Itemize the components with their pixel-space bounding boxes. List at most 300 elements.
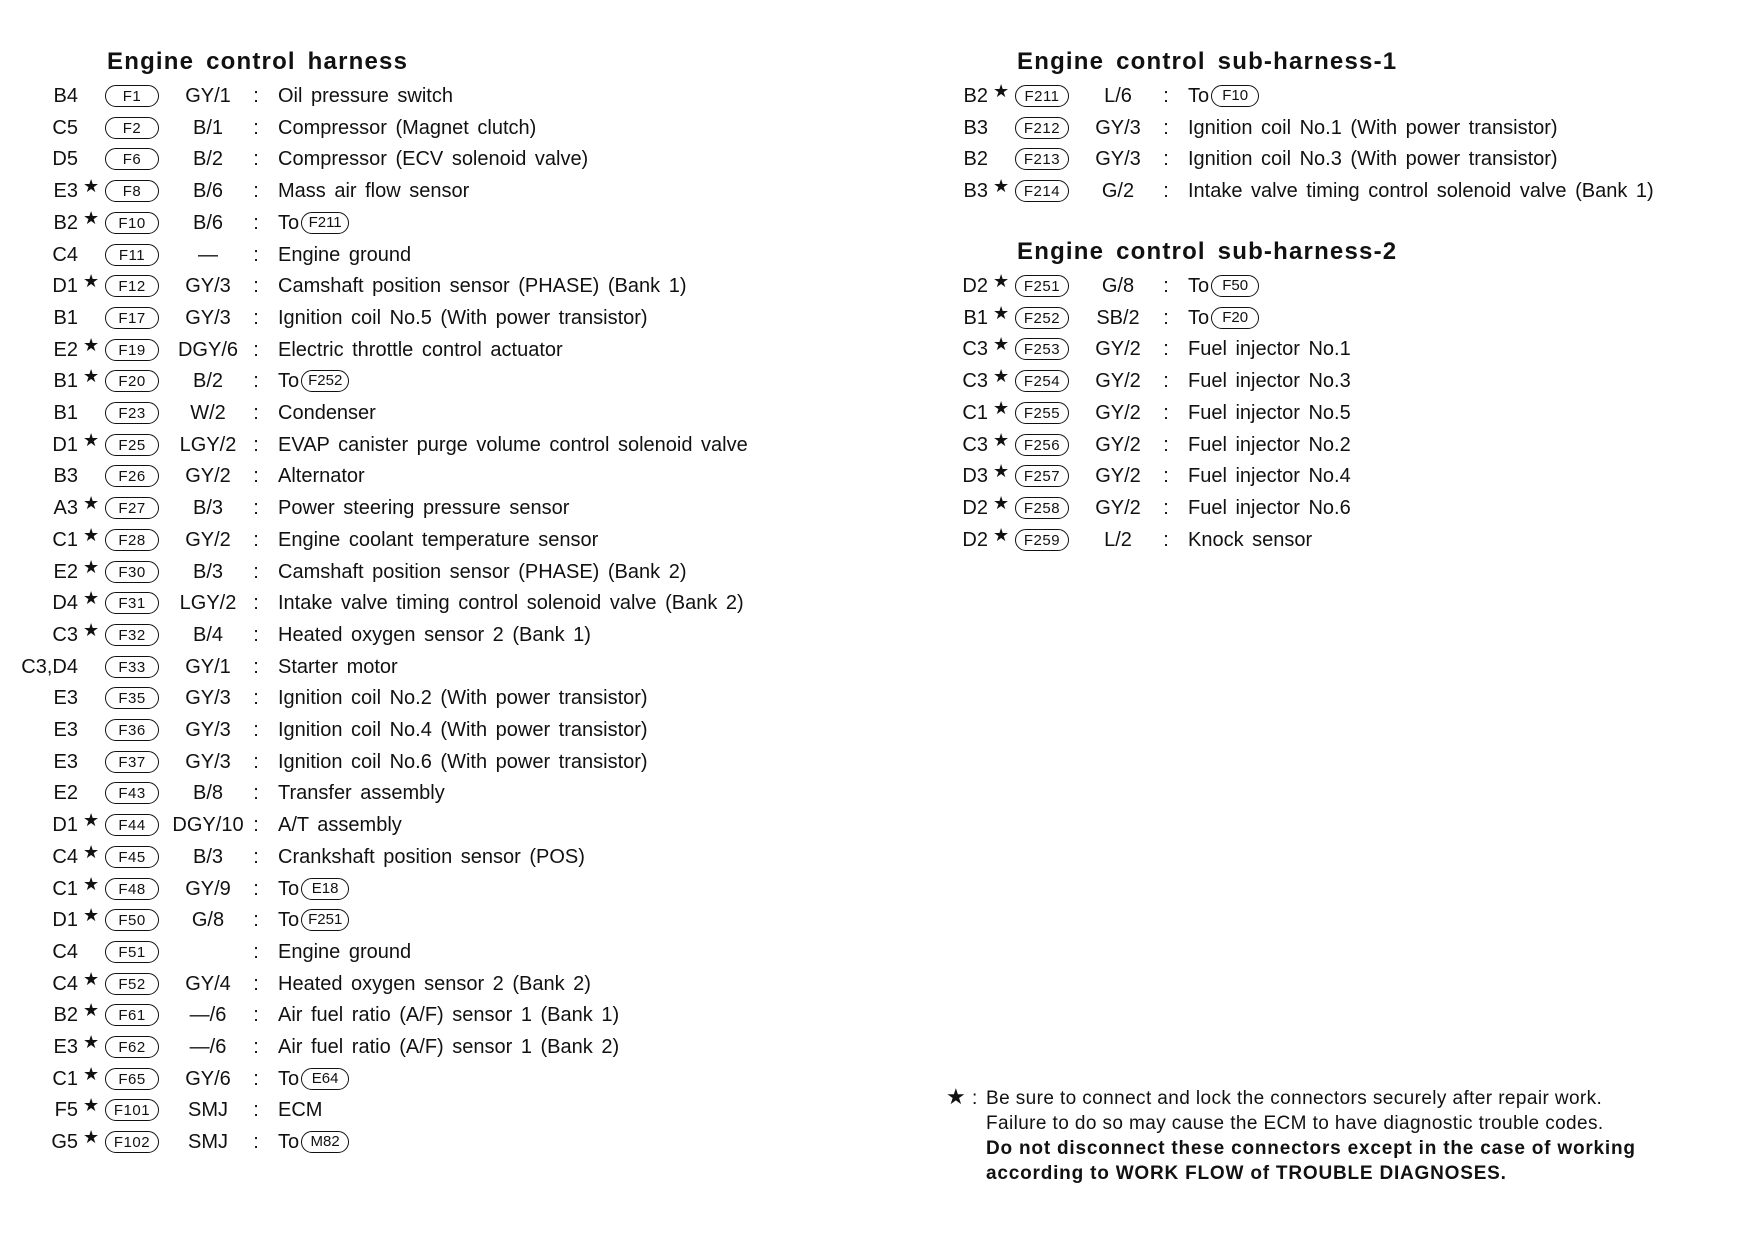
wire-color-terminals: GY/2 <box>1095 433 1141 456</box>
grid-location: B1 <box>53 306 78 329</box>
grid-location: D1 <box>52 909 78 932</box>
connector-id: F2 <box>105 117 159 139</box>
description-text: Camshaft position sensor (PHASE) (Bank 2) <box>278 560 687 583</box>
separator: : <box>253 433 259 456</box>
connector-id: F8 <box>105 180 159 202</box>
description-text: A/T assembly <box>278 814 402 837</box>
grid-location: G5 <box>51 1131 78 1154</box>
grid-location: B4 <box>53 85 78 107</box>
star-icon: ★ <box>993 492 1010 513</box>
grid-location: C1 <box>52 528 78 551</box>
wire-color-terminals: B/2 <box>192 148 224 171</box>
wire-color-terminals: GY/2 <box>1095 401 1141 424</box>
description-text: Mass air flow sensor <box>278 180 470 203</box>
connector-description <box>278 207 349 239</box>
connector-id: F1 <box>105 85 159 107</box>
description-text: Starter motor <box>278 655 398 678</box>
grid-location: E3 <box>53 687 78 710</box>
star-icon: ★ <box>83 968 100 989</box>
description-text: Ignition coil No.5 (With power transistor) <box>278 306 648 329</box>
grid-location: B2 <box>963 85 988 107</box>
connector-id: F253 <box>1015 338 1069 360</box>
star-icon: ★ <box>83 334 100 355</box>
separator: : <box>253 845 259 868</box>
wire-color-terminals: SB/2 <box>1096 306 1140 329</box>
star-icon: ★ <box>83 1127 100 1148</box>
separator: : <box>1163 465 1169 488</box>
wire-color-terminals: B/2 <box>192 370 224 393</box>
separator: : <box>253 275 259 298</box>
wire-color-terminals: SMJ <box>188 1099 228 1122</box>
wire-color-terminals: GY/1 <box>185 85 231 107</box>
grid-location: C4 <box>52 940 78 963</box>
connector-id: F256 <box>1015 434 1069 456</box>
connector-id: F44 <box>105 814 159 836</box>
separator: : <box>1163 148 1169 171</box>
linked-connector-id: F10 <box>1211 85 1259 107</box>
star-icon: ★ <box>83 841 100 862</box>
connector-description <box>1188 80 1259 112</box>
connector-description <box>278 112 536 144</box>
star-icon: ★ <box>993 302 1010 323</box>
wire-color-terminals: GY/2 <box>1095 338 1141 361</box>
star-icon: ★ <box>83 556 100 577</box>
connector-id: F27 <box>105 497 159 519</box>
connector-description <box>278 809 402 841</box>
wire-color-terminals: B/6 <box>192 180 224 203</box>
star-icon: ★ <box>83 1095 100 1116</box>
connector-id: F32 <box>105 624 159 646</box>
connector-description <box>278 904 349 936</box>
description-text: Engine coolant temperature sensor <box>278 528 599 551</box>
wire-color-terminals: DGY/6 <box>177 338 239 361</box>
star-icon: ★ <box>83 207 100 228</box>
connector-id: F252 <box>1015 307 1069 329</box>
connector-id: F10 <box>105 212 159 234</box>
grid-location: C3 <box>52 623 78 646</box>
star-icon: ★ <box>83 366 100 387</box>
separator: : <box>253 814 259 837</box>
wire-color-terminals: GY/3 <box>185 275 231 298</box>
description-text: To <box>1188 85 1210 107</box>
wire-color-terminals: GY/2 <box>1095 496 1141 519</box>
description-text: Engine ground <box>278 243 412 266</box>
star-icon: ★ <box>993 366 1010 387</box>
note-star-icon: ★ <box>946 1084 966 1109</box>
connector-id: F61 <box>105 1004 159 1026</box>
description-text: Ignition coil No.3 (With power transistor) <box>1188 148 1558 171</box>
wire-color-terminals: GY/3 <box>185 306 231 329</box>
separator: : <box>253 655 259 678</box>
section-title: Engine control sub-harness-1 <box>1017 48 1398 75</box>
grid-location: B2 <box>963 148 988 171</box>
connector-id: F212 <box>1015 117 1069 139</box>
description-text: Fuel injector No.1 <box>1188 338 1351 361</box>
grid-location: B3 <box>53 465 78 488</box>
connector-id: F214 <box>1015 180 1069 202</box>
wire-color-terminals: B/3 <box>192 845 224 868</box>
description-text: Compressor (Magnet clutch) <box>278 116 537 139</box>
description-text: Ignition coil No.6 (With power transistor) <box>278 750 648 773</box>
connector-id: F255 <box>1015 402 1069 424</box>
grid-location: D1 <box>52 814 78 837</box>
description-text: Ignition coil No.2 (With power transistor) <box>278 687 648 710</box>
description-text: Fuel injector No.2 <box>1188 433 1351 456</box>
description-text: To <box>278 211 300 234</box>
description-text: To <box>278 1131 300 1154</box>
wire-color-terminals: GY/3 <box>185 750 231 773</box>
grid-location: B2 <box>53 211 78 234</box>
star-icon: ★ <box>83 873 100 894</box>
description-text: Alternator <box>278 465 365 488</box>
connector-description <box>1188 333 1351 365</box>
separator: : <box>253 243 259 266</box>
separator: : <box>253 85 259 107</box>
wire-color-terminals: LGY/2 <box>179 433 237 456</box>
wire-color-terminals: SMJ <box>188 1131 228 1154</box>
wire-color-terminals: G/8 <box>1101 275 1135 297</box>
connector-description <box>1188 429 1351 461</box>
connector-id: F65 <box>105 1068 159 1090</box>
wire-color-terminals: GY/6 <box>185 1067 231 1090</box>
grid-location: B3 <box>963 180 988 203</box>
description-text: Fuel injector No.5 <box>1188 401 1351 424</box>
star-icon: ★ <box>83 810 100 831</box>
connector-description <box>278 143 588 175</box>
star-icon: ★ <box>993 524 1010 545</box>
description-text: Knock sensor <box>1188 528 1313 551</box>
wire-color-terminals: B/1 <box>192 116 224 139</box>
connector-description <box>278 460 365 492</box>
grid-location: C3,D4 <box>21 655 78 678</box>
description-text: EVAP canister purge volume control solenoid valve <box>278 433 748 456</box>
connector-description <box>278 524 598 556</box>
grid-location: D2 <box>962 496 988 519</box>
linked-connector-id: F211 <box>301 212 349 234</box>
connector-id: F259 <box>1015 529 1069 551</box>
separator: : <box>253 719 259 741</box>
linked-connector-id: E18 <box>301 878 349 900</box>
star-icon: ★ <box>993 461 1010 482</box>
description-text: To <box>278 909 300 932</box>
grid-location: C1 <box>52 1067 78 1090</box>
connector-description <box>278 1094 322 1126</box>
grid-location: E3 <box>53 1036 78 1058</box>
connector-id: F43 <box>105 782 159 804</box>
grid-location: D1 <box>52 433 78 456</box>
separator: : <box>253 877 259 900</box>
connector-description <box>278 968 591 1000</box>
grid-location: D5 <box>52 148 78 171</box>
star-icon: ★ <box>993 81 1010 101</box>
connector-description <box>278 397 376 429</box>
connector-description <box>1188 270 1259 302</box>
description-text: Electric throttle control actuator <box>278 338 563 361</box>
description-text: Ignition coil No.1 (With power transistor) <box>1188 116 1558 139</box>
connector-description <box>278 302 648 334</box>
wire-color-terminals: GY/2 <box>185 465 231 488</box>
wire-color-terminals: LGY/2 <box>179 592 237 615</box>
connector-description <box>278 619 591 651</box>
description-text: Camshaft position sensor (PHASE) (Bank 1) <box>278 275 687 298</box>
description-text: Condenser <box>278 402 376 424</box>
connector-description <box>278 777 445 809</box>
separator: : <box>253 592 259 615</box>
grid-location: C1 <box>962 401 988 424</box>
separator: : <box>253 465 259 488</box>
grid-location: E2 <box>53 782 78 805</box>
connector-id: F25 <box>105 434 159 456</box>
wire-color-terminals: B/3 <box>192 560 224 583</box>
connector-description <box>1188 175 1654 207</box>
connector-id: F20 <box>105 370 159 392</box>
grid-location: C4 <box>52 243 78 266</box>
wire-color-terminals: GY/3 <box>185 687 231 710</box>
connector-id: F62 <box>105 1036 159 1058</box>
connector-description <box>278 365 349 397</box>
grid-location: D1 <box>52 275 78 298</box>
star-icon: ★ <box>993 397 1010 418</box>
separator: : <box>253 338 259 361</box>
connector-id: F30 <box>105 561 159 583</box>
grid-location: D2 <box>962 275 988 297</box>
grid-location: B2 <box>53 1004 78 1027</box>
connector-id: F102 <box>105 1131 159 1153</box>
wire-color-terminals: G/2 <box>1101 180 1135 203</box>
connector-description <box>278 682 648 714</box>
separator: : <box>253 940 259 963</box>
separator: : <box>253 782 259 805</box>
separator: : <box>253 750 259 773</box>
connector-description <box>278 651 398 683</box>
connector-id: F37 <box>105 751 159 773</box>
linked-connector-id: M82 <box>301 1131 349 1153</box>
connector-id: F45 <box>105 846 159 868</box>
separator: : <box>253 528 259 551</box>
connector-id: F6 <box>105 148 159 170</box>
caution-note <box>986 1086 1636 1186</box>
separator: : <box>253 1036 259 1058</box>
grid-location: E2 <box>53 338 78 361</box>
description-text: Fuel injector No.4 <box>1188 465 1351 488</box>
connector-description <box>278 429 748 461</box>
star-icon: ★ <box>993 271 1010 291</box>
separator: : <box>253 560 259 583</box>
connector-id: F213 <box>1015 148 1069 170</box>
connector-id: F19 <box>105 339 159 361</box>
separator: : <box>253 306 259 329</box>
separator: : <box>253 623 259 646</box>
separator: : <box>1163 401 1169 424</box>
separator: : <box>1163 180 1169 203</box>
description-text: Heated oxygen sensor 2 (Bank 1) <box>278 623 591 646</box>
grid-location: C3 <box>962 370 988 393</box>
grid-location: C4 <box>52 972 78 995</box>
wire-color-terminals: GY/9 <box>185 877 231 900</box>
connector-description <box>278 936 411 968</box>
description-text: Transfer assembly <box>278 782 445 805</box>
connector-description <box>278 873 349 905</box>
separator: : <box>1163 370 1169 393</box>
star-icon: ★ <box>993 334 1010 355</box>
wire-color-terminals: DGY/10 <box>172 814 244 837</box>
grid-location: E2 <box>53 560 78 583</box>
wire-color-terminals: GY/3 <box>185 719 231 741</box>
star-icon: ★ <box>83 271 100 292</box>
connector-id: F251 <box>1015 275 1069 297</box>
wire-color-terminals: — <box>198 243 218 266</box>
separator: : <box>253 402 259 424</box>
connector-id: F17 <box>105 307 159 329</box>
connector-description <box>278 746 648 778</box>
connector-id: F26 <box>105 465 159 487</box>
connector-description <box>278 334 563 366</box>
description-text: Intake valve timing control solenoid valve (Bank 2) <box>278 592 744 615</box>
connector-id: F52 <box>105 973 159 995</box>
star-icon: ★ <box>83 524 100 545</box>
section-title: Engine control harness <box>107 48 409 75</box>
description-text: Fuel injector No.3 <box>1188 370 1351 393</box>
star-icon: ★ <box>993 176 1010 197</box>
separator: : <box>253 1099 259 1122</box>
connector-description <box>278 270 687 302</box>
star-icon: ★ <box>83 1063 100 1084</box>
connector-id: F12 <box>105 275 159 297</box>
separator: : <box>1163 433 1169 456</box>
description-text: To <box>1188 306 1210 329</box>
connector-id: F48 <box>105 878 159 900</box>
wire-color-terminals: G/8 <box>191 909 225 932</box>
wire-color-terminals: GY/3 <box>1095 116 1141 139</box>
connector-description <box>278 1126 349 1158</box>
star-icon: ★ <box>83 1000 100 1021</box>
description-text: Air fuel ratio (A/F) sensor 1 (Bank 2) <box>278 1036 620 1058</box>
separator: : <box>253 370 259 393</box>
connector-description <box>1188 302 1259 334</box>
description-text: Ignition coil No.4 (With power transistor) <box>278 719 648 741</box>
connector-description <box>1188 143 1558 175</box>
separator: : <box>253 211 259 234</box>
connector-description <box>1188 112 1558 144</box>
separator: : <box>253 497 259 520</box>
separator: : <box>253 1067 259 1090</box>
connector-description <box>278 587 744 619</box>
separator: : <box>253 148 259 171</box>
separator: : <box>253 909 259 932</box>
wire-color-terminals: L/6 <box>1104 85 1132 107</box>
note-line-4: according to WORK FLOW of TROUBLE DIAGNOSES. <box>986 1163 1507 1184</box>
connector-id: F11 <box>105 244 159 266</box>
separator: : <box>1163 85 1169 107</box>
grid-location: D2 <box>962 528 988 551</box>
grid-location: B3 <box>963 116 988 139</box>
connector-description <box>1188 492 1351 524</box>
connector-description <box>278 1063 349 1095</box>
connector-description <box>278 841 585 873</box>
linked-connector-id: F20 <box>1211 307 1259 329</box>
section-title: Engine control sub-harness-2 <box>1017 238 1398 265</box>
connector-id: F35 <box>105 687 159 709</box>
grid-location: C3 <box>962 338 988 361</box>
description-text: Air fuel ratio (A/F) sensor 1 (Bank 1) <box>278 1004 620 1027</box>
connector-id: F101 <box>105 1099 159 1121</box>
connector-id: F50 <box>105 909 159 931</box>
grid-location: F5 <box>54 1099 78 1122</box>
star-icon: ★ <box>83 588 100 609</box>
separator: : <box>253 1131 259 1154</box>
note-line-1: Be sure to connect and lock the connectors securely after repair work. <box>986 1088 1603 1109</box>
note-line-2: Failure to do so may cause the ECM to have diagnostic trouble codes. <box>986 1113 1604 1134</box>
grid-location: E3 <box>53 750 78 773</box>
grid-location: D4 <box>52 592 78 615</box>
connector-id: F258 <box>1015 497 1069 519</box>
wire-color-terminals: L/2 <box>1104 528 1132 551</box>
description-text: ECM <box>278 1099 323 1122</box>
connector-description <box>1188 460 1351 492</box>
wire-color-terminals: GY/4 <box>185 972 231 995</box>
connector-id: F211 <box>1015 85 1069 107</box>
connector-description <box>278 492 569 524</box>
description-text: Heated oxygen sensor 2 (Bank 2) <box>278 972 591 995</box>
grid-location: C5 <box>52 116 78 139</box>
wire-color-terminals: GY/1 <box>185 655 231 678</box>
linked-connector-id: F251 <box>301 909 349 931</box>
wire-color-terminals: GY/3 <box>1095 148 1141 171</box>
grid-location: D3 <box>962 465 988 488</box>
separator: : <box>1163 496 1169 519</box>
description-text: Engine ground <box>278 940 412 963</box>
description-text: Compressor (ECV solenoid valve) <box>278 148 589 171</box>
star-icon: ★ <box>83 1032 100 1052</box>
connector-id: F28 <box>105 529 159 551</box>
grid-location: A3 <box>53 497 78 520</box>
separator: : <box>1163 275 1169 297</box>
description-text: Intake valve timing control solenoid valve (Bank 1) <box>1188 180 1654 203</box>
description-text: Oil pressure switch <box>278 85 453 107</box>
grid-location: B1 <box>53 370 78 393</box>
linked-connector-id: F252 <box>301 370 349 392</box>
star-icon: ★ <box>83 905 100 926</box>
separator: : <box>253 687 259 710</box>
wire-color-terminals: B/4 <box>192 623 224 646</box>
connector-id: F254 <box>1015 370 1069 392</box>
connector-id: F257 <box>1015 465 1069 487</box>
connector-description <box>278 80 453 112</box>
separator: : <box>1163 306 1169 329</box>
description-text: To <box>278 370 300 393</box>
wire-color-terminals: —/6 <box>189 1036 227 1058</box>
description-text: Crankshaft position sensor (POS) <box>278 845 585 868</box>
star-icon: ★ <box>83 429 100 450</box>
separator: : <box>253 972 259 995</box>
connector-id: F23 <box>105 402 159 424</box>
grid-location: C3 <box>962 433 988 456</box>
connector-description <box>278 999 619 1031</box>
wire-color-terminals: GY/2 <box>185 528 231 551</box>
connector-description <box>1188 365 1351 397</box>
separator: : <box>253 1004 259 1027</box>
description-text: To <box>1188 275 1210 297</box>
connector-description <box>278 556 687 588</box>
wire-color-terminals: B/3 <box>192 497 224 520</box>
wire-color-terminals: B/6 <box>192 211 224 234</box>
description-text: Fuel injector No.6 <box>1188 496 1351 519</box>
connector-description <box>278 1031 619 1063</box>
grid-location: E3 <box>53 719 78 741</box>
star-icon: ★ <box>83 493 100 514</box>
grid-location: C4 <box>52 845 78 868</box>
grid-location: B1 <box>963 306 988 329</box>
